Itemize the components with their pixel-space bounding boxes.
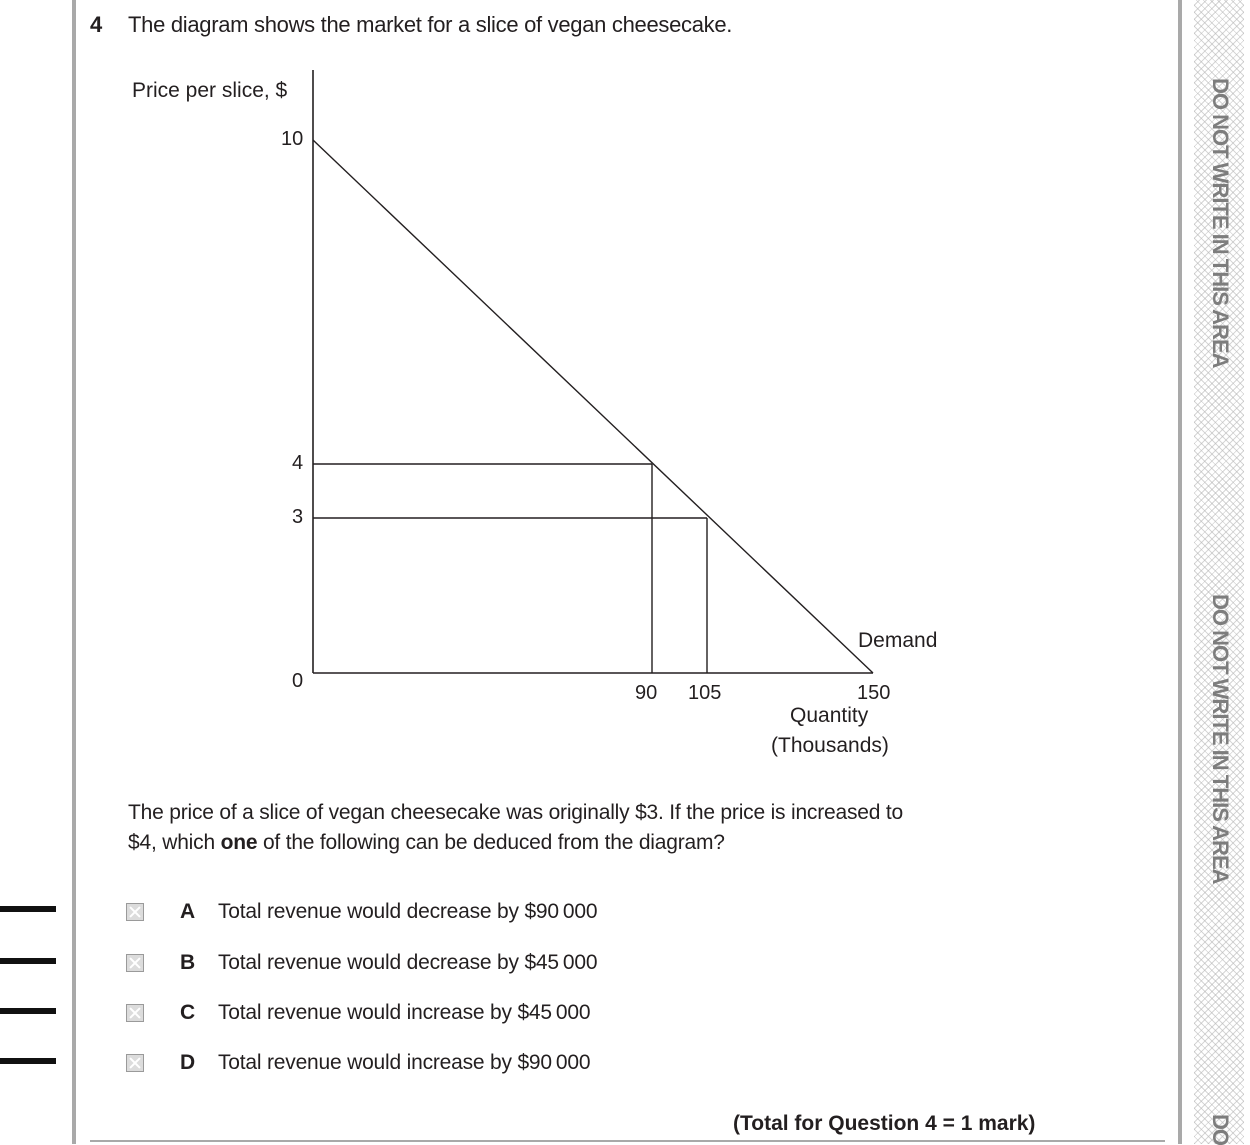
option-d-text: Total revenue would increase by $90 000: [218, 1051, 591, 1074]
option-c-text: Total revenue would increase by $45 000: [218, 1001, 591, 1024]
do-not-write-label-2: DO NOT WRITE IN THIS AREA: [1208, 594, 1233, 884]
option-d[interactable]: [126, 1048, 590, 1078]
alignment-mark: [0, 958, 56, 964]
option-a-text: Total revenue would decrease by $90 000: [218, 900, 598, 923]
demand-curve-label: Demand: [858, 629, 938, 652]
x-axis-label-line1: Quantity: [790, 704, 869, 727]
alignment-mark: [0, 1008, 56, 1014]
option-d-checkbox[interactable]: [126, 1054, 144, 1072]
bottom-rule: [90, 1140, 1165, 1142]
demand-curve: [313, 140, 873, 673]
question-title: The diagram shows the market for a slice of vegan cheesecake.: [128, 12, 733, 37]
y-tick-0: 0: [292, 670, 304, 692]
option-c-letter: C: [180, 1001, 196, 1024]
option-a-letter: A: [180, 900, 196, 923]
do-not-write-label-3-cut: DO: [1208, 1114, 1233, 1145]
stem-emphasis: one: [220, 831, 258, 854]
option-a-checkbox[interactable]: [126, 903, 144, 921]
option-b-letter: B: [180, 951, 196, 974]
option-b-checkbox[interactable]: [126, 954, 144, 972]
question-number: 4: [90, 12, 103, 37]
do-not-write-label-1: DO NOT WRITE IN THIS AREA: [1208, 78, 1233, 368]
y-axis-label: Price per slice, $: [132, 79, 288, 102]
x-tick-105: 105: [688, 682, 722, 704]
x-tick-90: 90: [635, 682, 658, 704]
alignment-mark: [0, 906, 56, 912]
option-b-text: Total revenue would decrease by $45 000: [218, 951, 598, 974]
x-tick-150: 150: [857, 682, 891, 704]
y-tick-3: 3: [292, 506, 304, 528]
stem-line-2-pre: $4, which: [128, 831, 221, 854]
stem-line-2-post: of the following can be deduced from the diagram?: [257, 831, 725, 854]
option-a[interactable]: [126, 897, 597, 927]
question-total-marks: (Total for Question 4 = 1 mark): [733, 1112, 1036, 1135]
alignment-mark: [0, 1058, 56, 1064]
x-axis-label-line2: (Thousands): [771, 734, 889, 757]
option-b[interactable]: [126, 948, 597, 978]
question-stem: [128, 798, 1028, 858]
y-tick-4: 4: [292, 452, 304, 474]
option-c[interactable]: [126, 998, 590, 1028]
option-c-checkbox[interactable]: [126, 1004, 144, 1022]
stem-line-1: The price of a slice of vegan cheesecake was originally $3. If the price is increased to: [128, 801, 903, 824]
y-tick-10: 10: [281, 128, 304, 150]
option-d-letter: D: [180, 1051, 196, 1074]
right-margin-rule: [1178, 0, 1182, 1144]
